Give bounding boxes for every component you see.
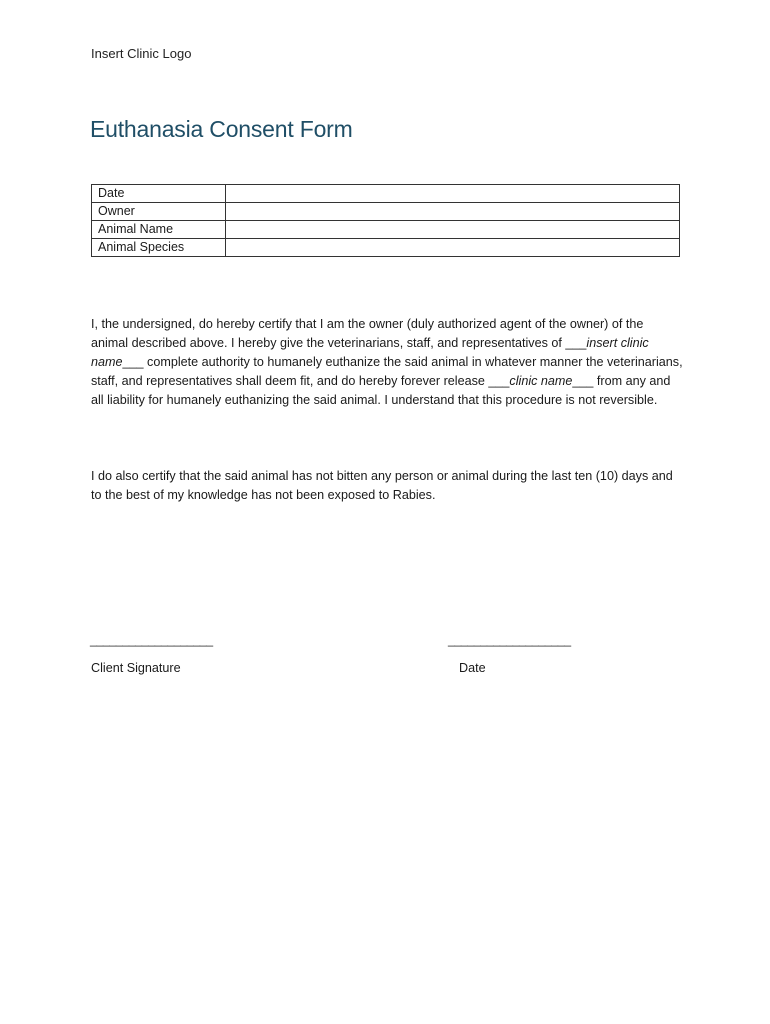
consent-text-part3: ___ from any and all liability for humanely euthanizing the said animal. I understand that this procedure is not reversible. [91, 374, 671, 407]
owner-field[interactable] [226, 203, 680, 221]
client-signature-label: Client Signature [91, 661, 181, 675]
consent-text-part1: I, the undersigned, do hereby certify that I am the owner (duly authorized agent of the owner) of the animal described above. I hereby give the veterinarians, staff, and representatives of ___ [91, 317, 644, 350]
date-signature-label: Date [459, 661, 486, 675]
rabies-certification-paragraph: I do also certify that the said animal has not bitten any person or animal during the last ten (10) days and to the best of my knowledge has not been exposed to Rabies. [91, 469, 673, 502]
consent-paragraph [91, 315, 683, 410]
date-signature-line[interactable]: ___________________ [448, 633, 571, 647]
consent-text-part2: ___ complete authority to humanely euthanize the said animal in whatever manner the veterinarians, staff, and representatives shall deem fit, and do hereby forever release ___ [91, 355, 683, 388]
table-row [92, 239, 680, 257]
animal-species-field[interactable] [226, 239, 680, 257]
date-label: Date [92, 185, 226, 203]
table-row [92, 203, 680, 221]
date-field[interactable] [226, 185, 680, 203]
animal-name-label: Animal Name [92, 221, 226, 239]
clinic-logo-placeholder: Insert Clinic Logo [91, 46, 192, 61]
animal-info-table [91, 184, 680, 257]
client-signature-line[interactable]: ___________________ [90, 633, 213, 647]
animal-species-label: Animal Species [92, 239, 226, 257]
table-row [92, 221, 680, 239]
clinic-name-placeholder: insert clinic name [91, 336, 649, 369]
animal-name-field[interactable] [226, 221, 680, 239]
owner-label: Owner [92, 203, 226, 221]
document-title: Euthanasia Consent Form [90, 116, 353, 142]
table-row [92, 185, 680, 203]
clinic-name-placeholder: clinic name [509, 374, 573, 388]
